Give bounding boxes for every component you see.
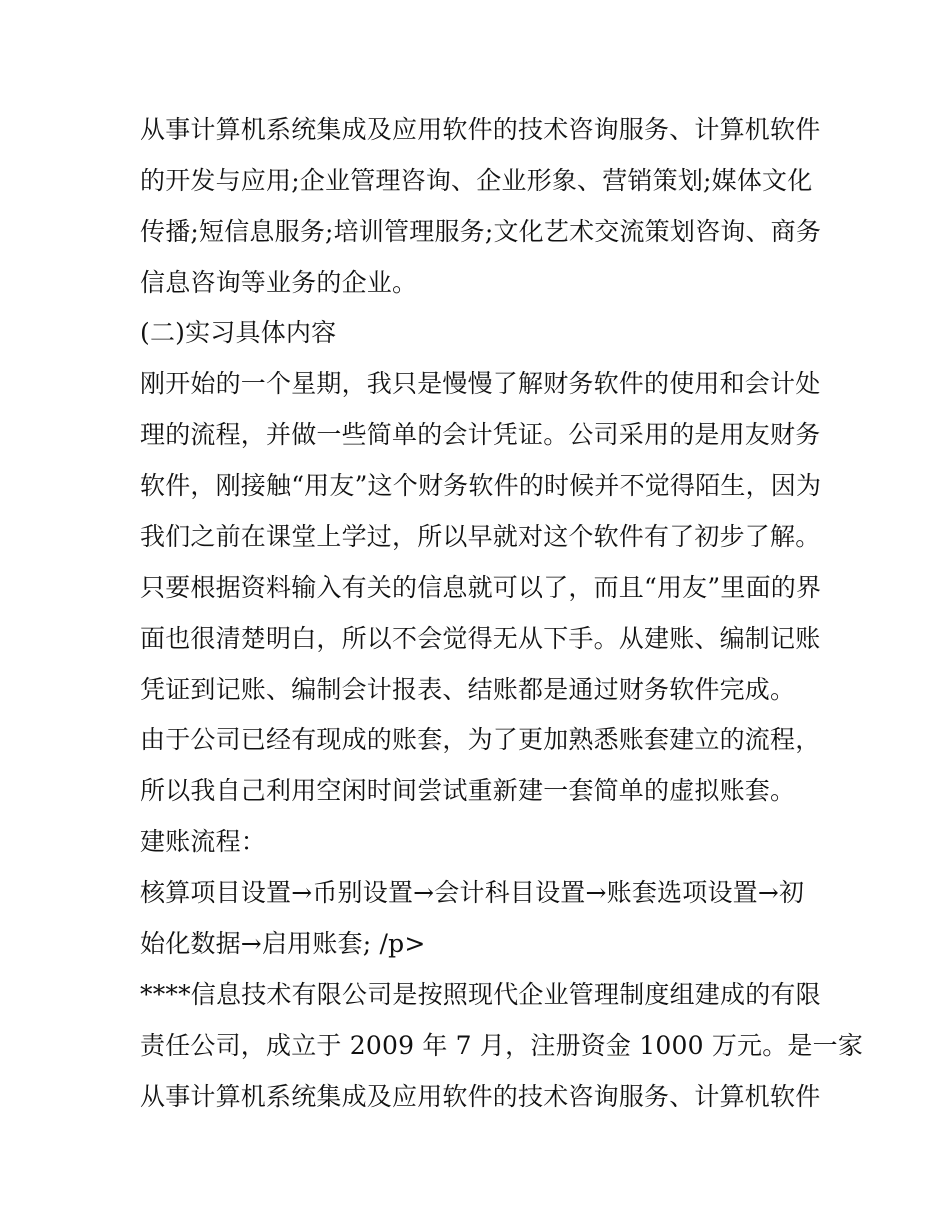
text-line-17: 始化数据→启用账套; /p> xyxy=(140,929,426,958)
text-line-20: 从事计算机系统集成及应用软件的技术咨询服务、计算机软件 xyxy=(140,1082,821,1111)
section-heading: (二)实习具体内容 xyxy=(140,318,337,347)
text-line-9: 我们之前在课堂上学过，所以早就对这个软件有了初步了解。 xyxy=(140,522,821,551)
text-line-4: 信息咨询等业务的企业。 xyxy=(140,268,418,297)
text-line-2: 的开发与应用;企业管理咨询、企业形象、营销策划;媒体文化 xyxy=(140,166,813,195)
text-line-10: 只要根据资料输入有关的信息就可以了，而且“用友”里面的界 xyxy=(140,573,822,602)
text-line-8: 软件，刚接触“用友”这个财务软件的时候并不觉得陌生，因为 xyxy=(140,471,822,500)
text-line-18: ****信息技术有限公司是按照现代企业管理制度组建成的有限 xyxy=(140,980,821,1009)
text-line-7: 理的流程，并做一些简单的会计凭证。公司采用的是用友财务 xyxy=(140,420,821,449)
text-line-1: 从事计算机系统集成及应用软件的技术咨询服务、计算机软件 xyxy=(140,115,821,144)
text-line-19: 责任公司，成立于 2009 年 7 月，注册资金 1000 万元。是一家 xyxy=(140,1031,864,1060)
text-line-13: 由于公司已经有现成的账套，为了更加熟悉账套建立的流程， xyxy=(140,725,821,754)
text-line-15: 建账流程： xyxy=(140,827,267,856)
text-line-11: 面也很清楚明白，所以不会觉得无从下手。从建账、编制记账 xyxy=(140,624,821,653)
text-line-6: 刚开始的一个星期，我只是慢慢了解财务软件的使用和会计处 xyxy=(140,369,821,398)
text-line-12: 凭证到记账、编制会计报表、结账都是通过财务软件完成。 xyxy=(140,675,796,704)
text-line-14: 所以我自己利用空闲时间尝试重新建一套简单的虚拟账套。 xyxy=(140,776,796,805)
text-line-3: 传播;短信息服务;培训管理服务;文化艺术交流策划咨询、商务 xyxy=(140,217,822,246)
text-line-16: 核算项目设置→币别设置→会计科目设置→账套选项设置→初 xyxy=(140,878,805,907)
